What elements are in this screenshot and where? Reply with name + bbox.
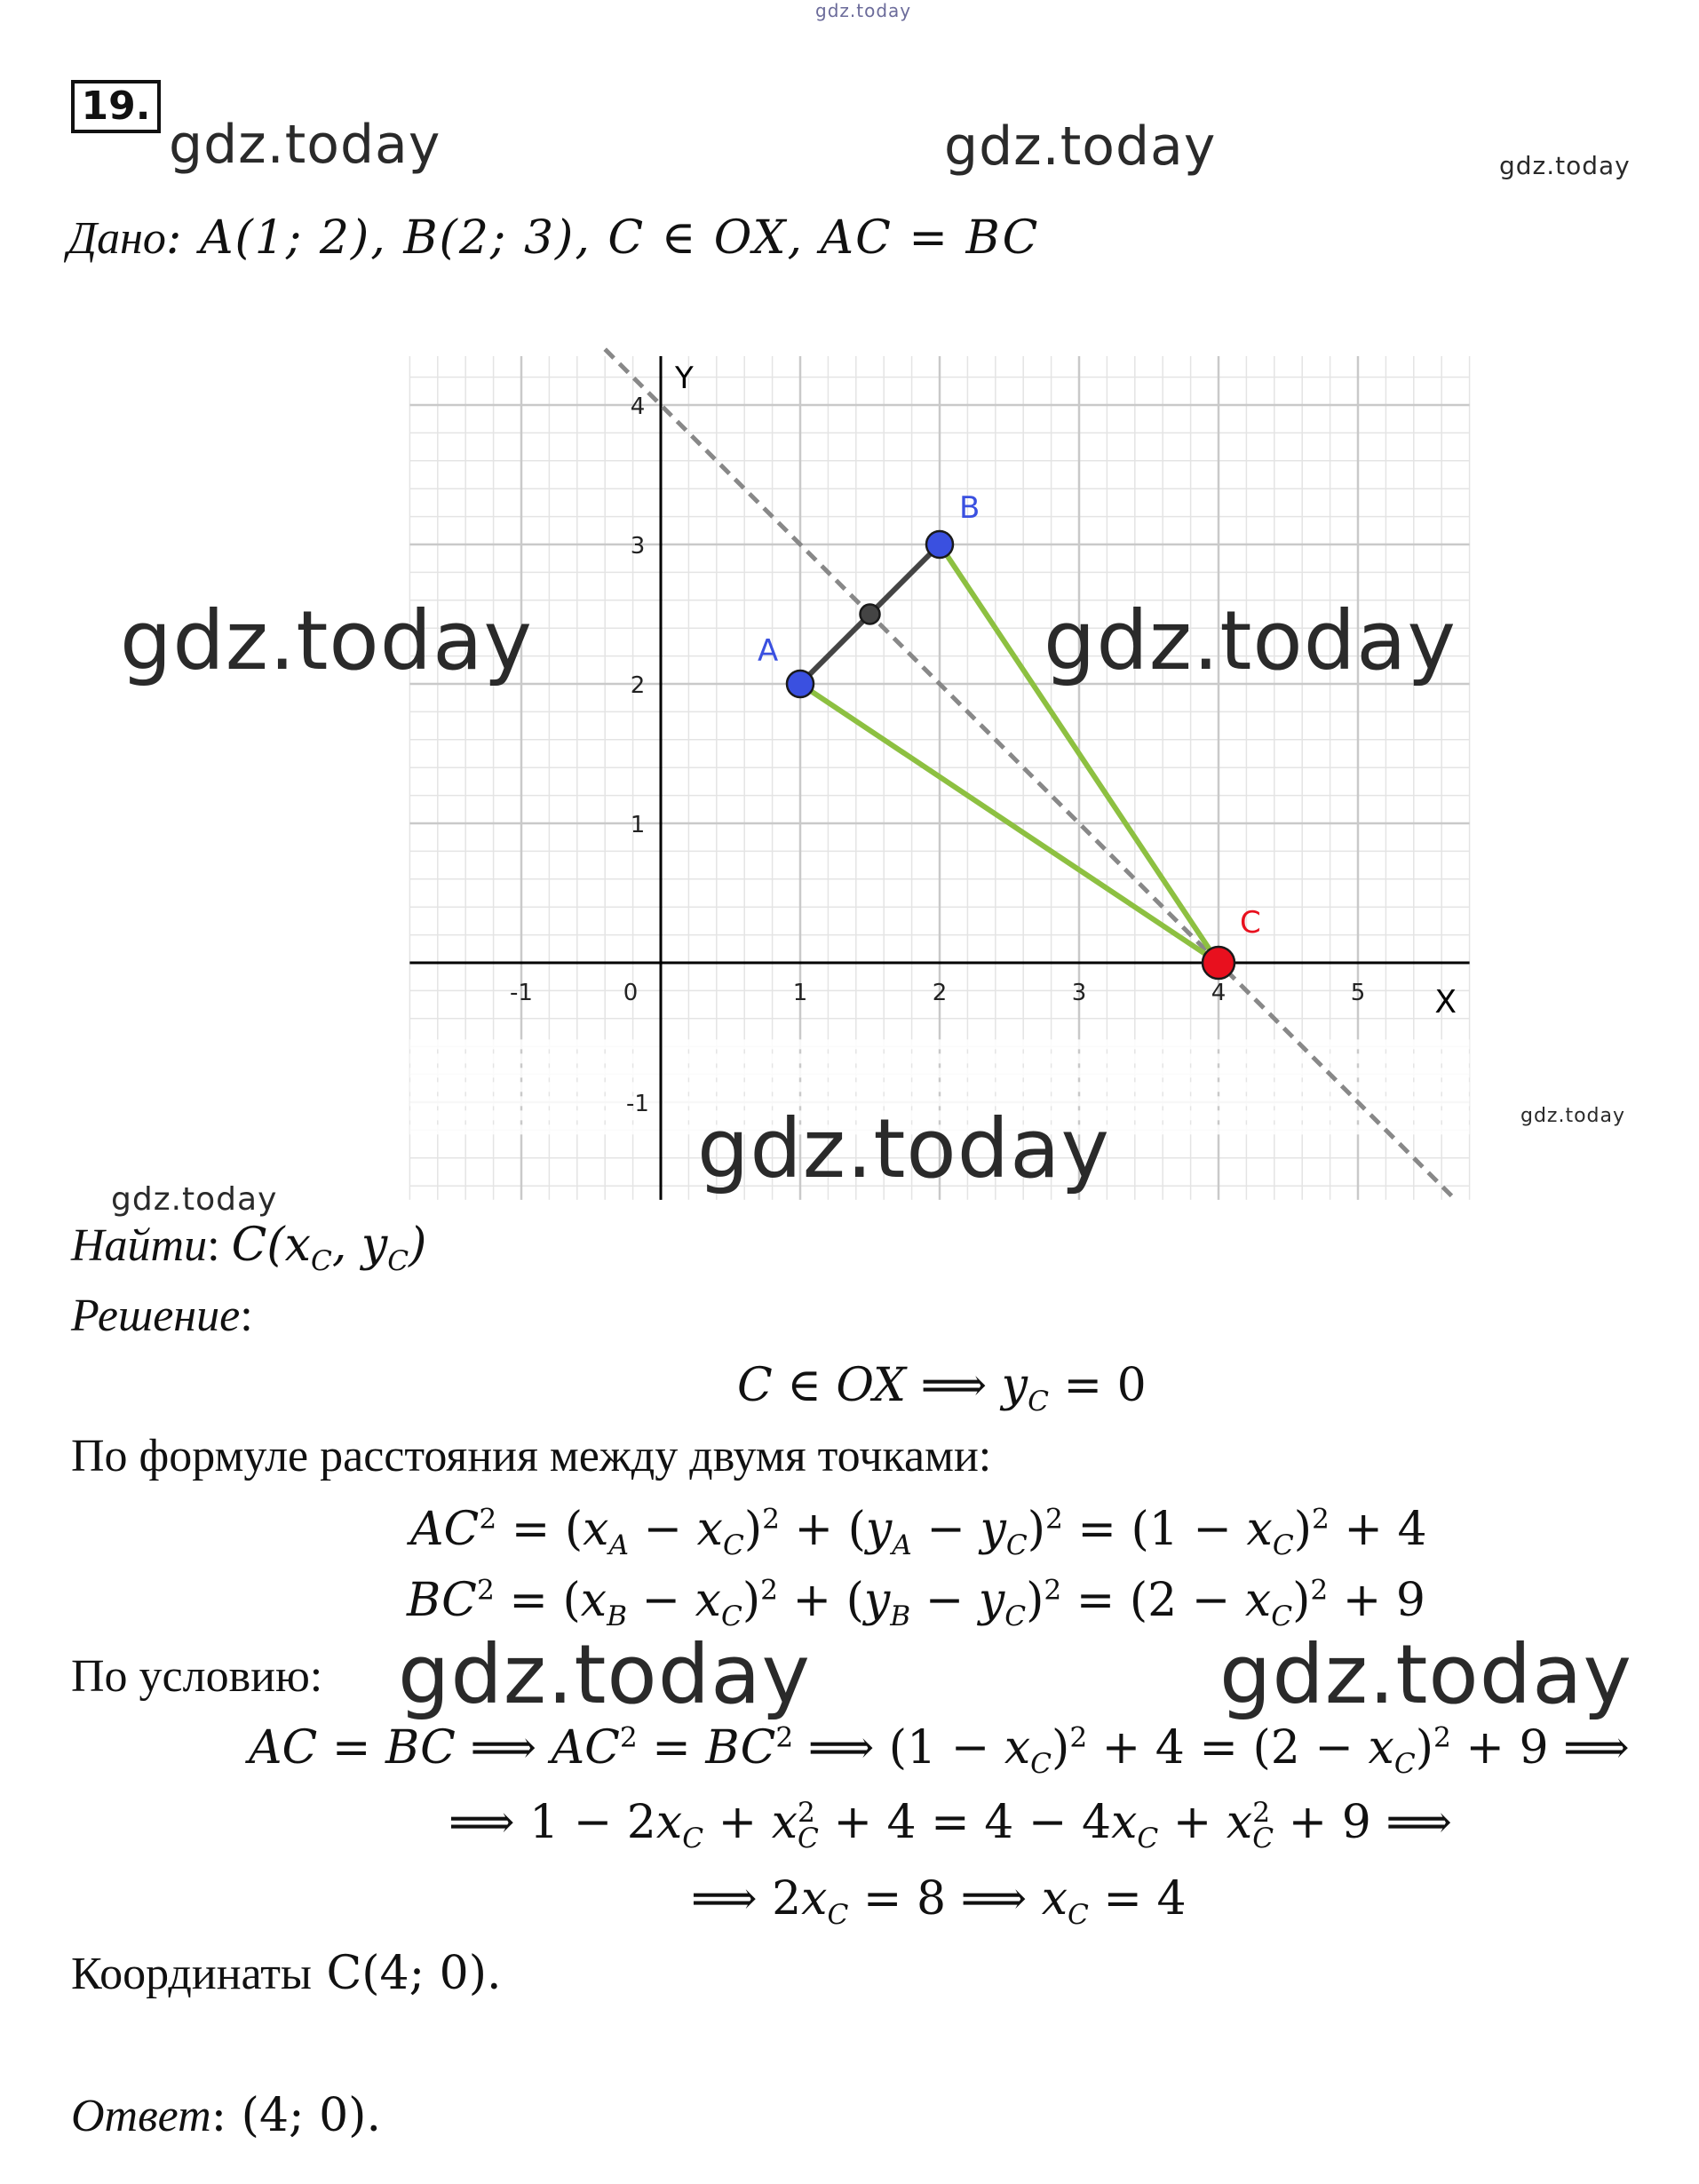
c-on-ox-tail: = 0 xyxy=(1048,1359,1147,1412)
x-tick-label: 0 xyxy=(623,980,639,1006)
watermark-4: gdz.today xyxy=(120,593,533,688)
faded-band xyxy=(409,1053,1469,1063)
point-label-a: A xyxy=(758,633,779,669)
condition-text: По условию: xyxy=(71,1651,323,1702)
solution-label: Решение xyxy=(71,1291,241,1341)
x-tick-label: -1 xyxy=(510,980,533,1006)
equation-ac-squared: $AC^2 = (x_A - x_C)^2 + (y_A - y_C)^2 = (1 - x_C)^2 + 4$ xyxy=(410,1503,1427,1561)
faded-band xyxy=(409,1068,1469,1077)
find-colon: : xyxy=(207,1220,232,1271)
point-label-c: C xyxy=(1240,905,1261,941)
faded-band xyxy=(409,1039,1469,1049)
point-label-b: B xyxy=(959,490,980,526)
equation-expanded: ⟹ $1 - 2x_C + x$ 2 C + $4 = 4 - 4x_C + x$ 2 C + 9 ⟹ xyxy=(449,1796,1452,1854)
plot-labels xyxy=(510,361,1457,1117)
faded-band xyxy=(409,1082,1469,1092)
equation-bc-squared: $BC^2 = (x_B - x_C)^2 + (y_B - y_C)^2 = (2 - x_C)^2 + 9$ xyxy=(407,1574,1425,1632)
y-tick-label: 3 xyxy=(630,533,646,560)
watermark-6: gdz.today xyxy=(1520,1105,1626,1127)
y-tick-label: 4 xyxy=(630,393,646,420)
watermark-8: gdz.today xyxy=(111,1181,278,1218)
coordinates-line xyxy=(71,1947,502,2000)
watermark-3: gdz.today xyxy=(1499,151,1631,180)
answer-line xyxy=(71,2089,381,2142)
answer-value: : (4; 0). xyxy=(210,2089,381,2142)
x-tick-label: 4 xyxy=(1211,980,1227,1006)
point-midpoint xyxy=(861,605,880,624)
distance-formula-text: По формуле расстояния между двумя точками: xyxy=(71,1431,992,1481)
c-on-ox-text: C ∈ OX ⟹ y xyxy=(737,1359,1028,1412)
x-axis-label: X xyxy=(1434,984,1457,1021)
watermark-2: gdz.today xyxy=(944,115,1217,178)
solution-line: Решение: xyxy=(71,1291,253,1341)
x-tick-label: 3 xyxy=(1071,980,1087,1006)
equation-c-on-ox: C ∈ OX ⟹ $y_C = 0$ xyxy=(737,1359,1147,1418)
y-tick-label: -1 xyxy=(626,1091,649,1117)
watermark-1: gdz.today xyxy=(169,114,441,176)
watermark-10: gdz.today xyxy=(1219,1627,1632,1722)
watermark-7: gdz.today xyxy=(697,1101,1110,1196)
equation-condition-chain: AC = BC ⟹ $AC^2 = BC^2$ ⟹ $(1 - x_C)^2 + 4 = (2 - x_C)^2 + 9$ ⟹ xyxy=(249,1721,1630,1780)
point-c xyxy=(1203,947,1235,979)
y-tick-label: 2 xyxy=(630,672,646,699)
watermark-9: gdz.today xyxy=(398,1627,811,1722)
point-b xyxy=(926,531,953,558)
find-formula: $C(x_C$, $y_C$) xyxy=(231,1219,427,1277)
coordinates-value: C(4; 0). xyxy=(326,1947,502,2000)
find-label: Найти xyxy=(71,1220,208,1271)
x-tick-label: 2 xyxy=(932,980,948,1006)
watermark-top-small: gdz.today xyxy=(815,0,912,21)
given-text: : A(1; 2), B(2; 3), C ∈ OX, AC = BC xyxy=(165,211,1040,265)
equation-result: ⟹ $2x_C = 8$ ⟹ $x_C = 4$ xyxy=(691,1872,1187,1931)
problem-number: 19. xyxy=(71,80,161,133)
x-tick-label: 5 xyxy=(1350,980,1366,1006)
x-tick-label: 1 xyxy=(792,980,808,1006)
coordinates-text: Координаты xyxy=(71,1949,312,1999)
find-line xyxy=(71,1219,426,1277)
watermark-5: gdz.today xyxy=(1044,593,1457,688)
answer-label: Ответ xyxy=(71,2091,211,2141)
y-tick-label: 1 xyxy=(630,812,646,838)
y-axis-label: Y xyxy=(675,361,694,397)
point-a xyxy=(787,671,814,697)
given-label: Дано xyxy=(67,213,166,264)
